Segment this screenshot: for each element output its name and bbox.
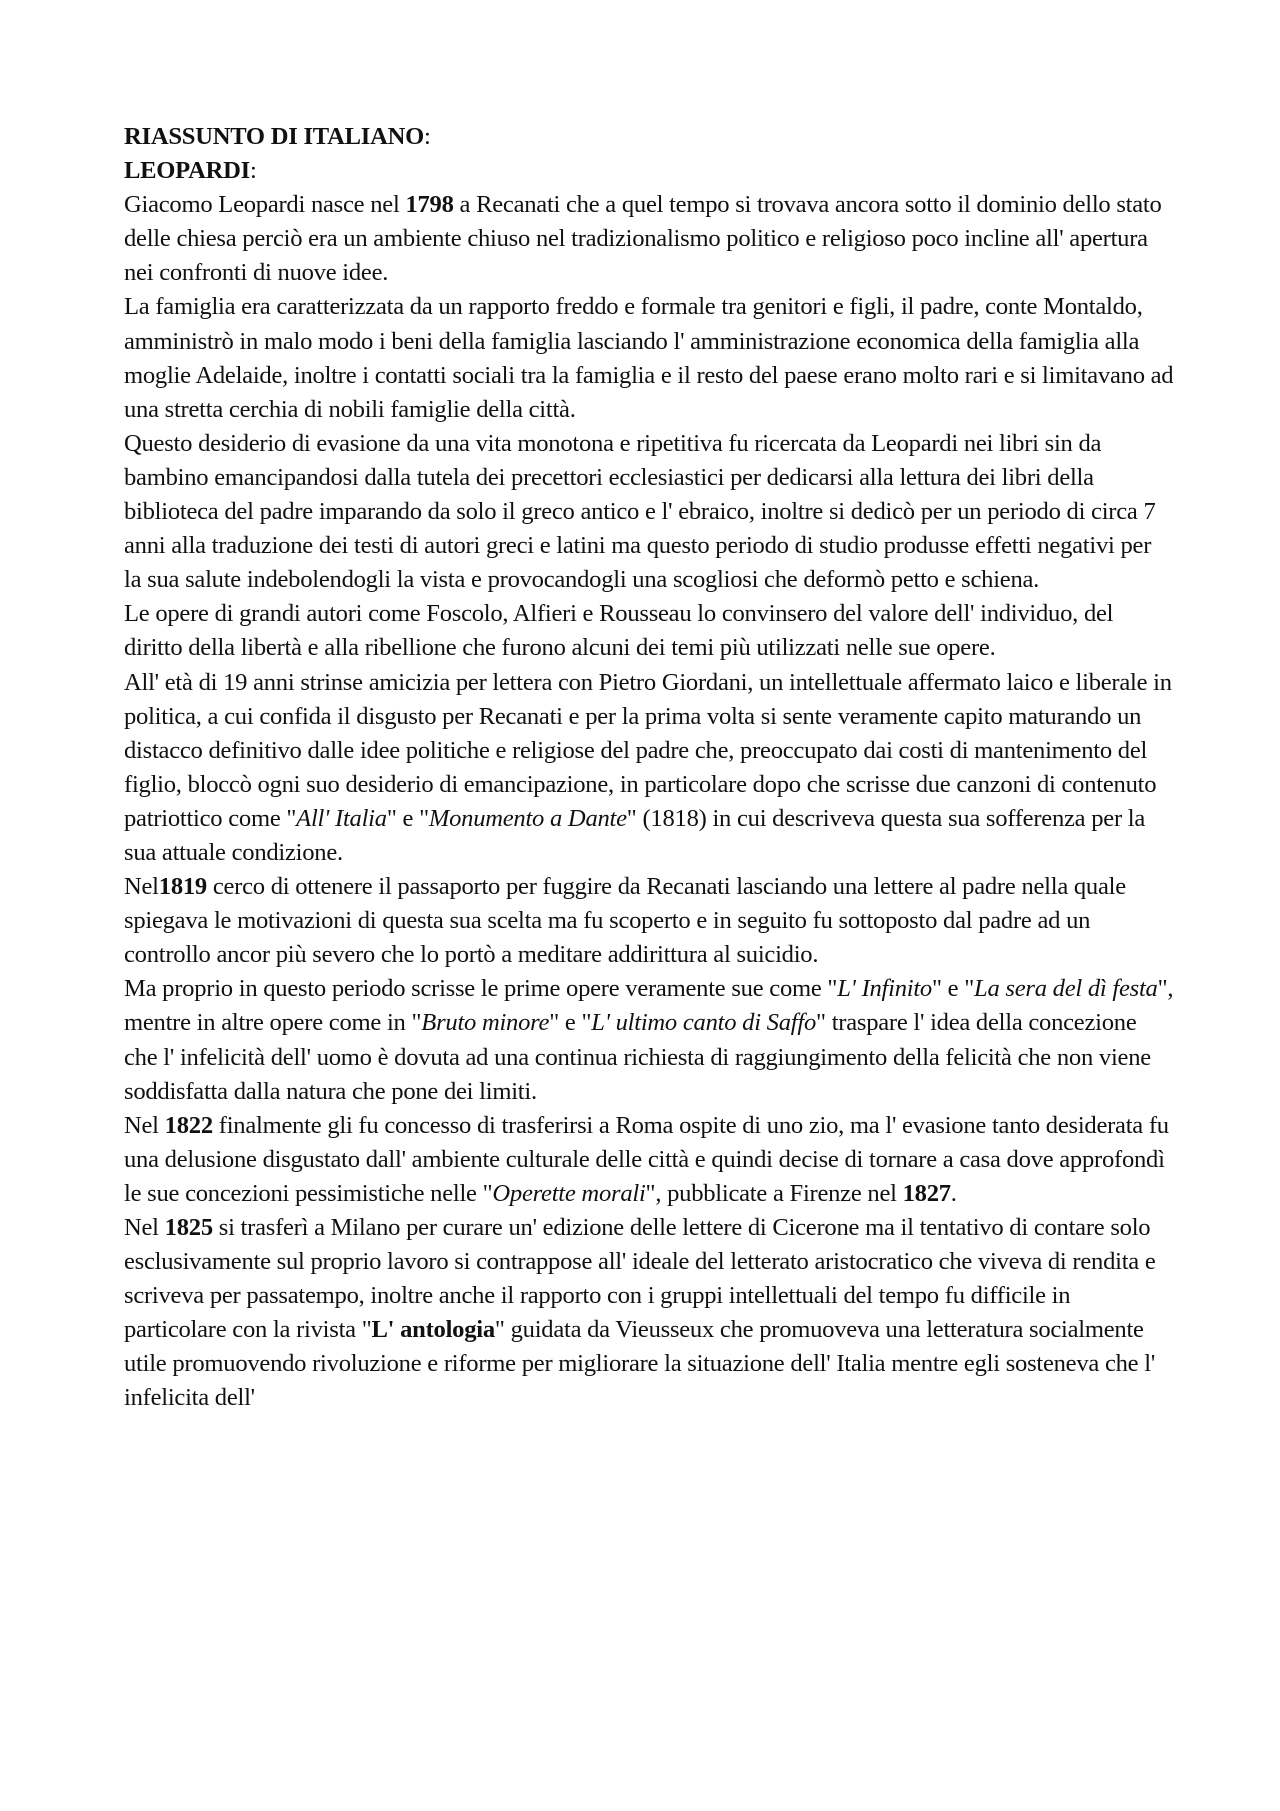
paragraph-9 [124, 1211, 1174, 1416]
year-1825: 1825 [164, 1214, 213, 1241]
paragraph-text: . [950, 1179, 957, 1207]
paragraph-5 [124, 666, 1174, 871]
work-title-operette-morali: Operette morali [492, 1179, 646, 1207]
paragraph-2 [124, 290, 1174, 426]
work-title-all-italia: All' Italia [296, 804, 387, 832]
document-subtitle [124, 154, 1174, 188]
paragraph-text: cerco di ottenere il passaporto per fuggire da Recanati lasciando una lettere al padre nella quale spiegava le motivazioni di questa sua scelta ma fu scoperto e in seguito fu sottoposto dal padre ad un controllo ancor più severo che lo portò a meditare addirittura al suicidio. [124, 873, 1126, 969]
paragraph-text: finalmente gli fu concesso di trasferirsi a Roma ospite di uno zio, ma l' evasione tanto desiderata fu una delusione disgustato dall' ambiente culturale delle città e quindi decise di tornare a casa dove approfondì le sue concezioni pessimistiche nelle " [124, 1111, 1169, 1207]
paragraph-8 [124, 1109, 1174, 1211]
year-1827: 1827 [902, 1179, 951, 1207]
paragraph-text: Nel [124, 873, 159, 901]
title-text: RIASSUNTO DI ITALIANO [124, 123, 424, 150]
paragraph-text: " guidata da Vieusseux che promuoveva una letteratura socialmente utile promuovendo rivoluzione e riforme per migliorare la situazione dell' Italia mentre egli sosteneva che l' infelicita dell' [124, 1316, 1156, 1412]
paragraph-1 [124, 188, 1174, 290]
year-1822: 1822 [164, 1111, 213, 1139]
paragraph-text: Nel [124, 1214, 165, 1241]
paragraph-text: " e " [549, 1009, 592, 1037]
paragraph-text: Questo desiderio di evasione da una vita monotona e ripetitiva fu ricercata da Leopardi nei libri sin da bambino emancipandosi dalla tutela dei precettori ecclesiastici per dedicarsi alla lettura dei libri della biblioteca del padre imparando da solo il greco antico e l' ebraico, inoltre si dedicò per un periodo di circa 7 anni alla traduzione dei testi di autori greci e latini ma questo periodo di studio produsse effetti negativi per la sua salute indebolendogli la vista e provocandogli una scogliosi che deformò petto e schiena. [124, 429, 1156, 594]
paragraph-text: Nel [124, 1111, 165, 1139]
year-1798: 1798 [405, 191, 454, 219]
subtitle-text: LEOPARDI [124, 157, 250, 185]
paragraph-3 [124, 427, 1174, 597]
work-title-la-sera-del-di-festa: La sera del dì festa [974, 975, 1158, 1003]
work-title-l-infinito: L' Infinito [837, 975, 932, 1003]
subtitle-colon: : [250, 157, 257, 185]
paragraph-text: " e " [386, 804, 429, 832]
paragraph-text: Ma proprio in questo periodo scrisse le prime opere veramente sue come " [124, 975, 838, 1003]
paragraph-text: Giacomo Leopardi nasce nel [124, 191, 406, 219]
paragraph-text: Le opere di grandi autori come Foscolo, Alfieri e Rousseau lo convinsero del valore dell' individuo, del diritto della libertà e alla ribellione che furono alcuni dei temi più utilizzati nelle sue opere. [124, 600, 1114, 662]
paragraph-text: si trasferì a Milano per curare un' edizione delle lettere di Cicerone ma il tentativo di contare solo esclusivamente sul proprio lavoro si contrappose all' ideale del letterato aristocratico che viveva di rendita e scriveva per passatempo, inoltre anche il rapporto con i gruppi intellettuali del tempo fu difficile in particolare con la rivista " [124, 1214, 1156, 1344]
document-title [124, 120, 1174, 154]
paragraph-text: a Recanati che a quel tempo si trovava ancora sotto il dominio dello stato delle chiesa perciò era un ambiente chiuso nel tradizionalismo politico e religioso poco incline all' apertura nei confronti di nuove idee. [124, 191, 1162, 287]
work-title-bruto-minore: Bruto minore [421, 1009, 550, 1037]
paragraph-text: " traspare l' idea della concezione che l' infelicità dell' uomo è dovuta ad una continua richiesta di raggiungimento della felicità che non viene soddisfatta dalla natura che pone dei limiti. [124, 1009, 1151, 1105]
paragraph-text: ", mentre in altre opere come in " [124, 975, 1174, 1037]
work-title-l-ultimo-canto-di-saffo: L' ultimo canto di Saffo [591, 1009, 816, 1037]
paragraph-text: La famiglia era caratterizzata da un rapporto freddo e formale tra genitori e figli, il padre, conte Montaldo, amministrò in malo modo i beni della famiglia lasciando l' amministrazione economica della famiglia alla moglie Adelaide, inoltre i contatti sociali tra la famiglia e il resto del paese erano molto rari e si limitavano ad una stretta cerchia di nobili famiglie della città. [124, 293, 1174, 423]
work-title-monumento-a-dante: Monumento a Dante [428, 804, 627, 832]
title-colon: : [423, 123, 431, 150]
year-1819: 1819 [158, 873, 207, 901]
paragraph-6 [124, 870, 1174, 972]
document-body [124, 120, 1174, 1416]
paragraph-text: " (1818) in cui descriveva questa sua sofferenza per la sua attuale condizione. [124, 804, 1146, 866]
paragraph-text: " e " [931, 975, 975, 1003]
paragraph-text: ", pubblicate a Firenze nel [645, 1179, 903, 1207]
paragraph-text: All' età di 19 anni strinse amicizia per lettera con Pietro Giordani, un intellettuale affermato laico e liberale in politica, a cui confida il disgusto per Recanati e per la prima volta si sente veramente capito maturando un distacco definitivo dalle idee politiche e religiose del padre che, preoccupato dai costi di mantenimento del figlio, bloccò ogni suo desiderio di emancipazione, in particolare dopo che scrisse due canzoni di contenuto patriottico come " [124, 668, 1172, 832]
paragraph-4 [124, 597, 1174, 665]
magazine-title-l-antologia: L' antologia [371, 1316, 495, 1344]
paragraph-7 [124, 972, 1174, 1108]
